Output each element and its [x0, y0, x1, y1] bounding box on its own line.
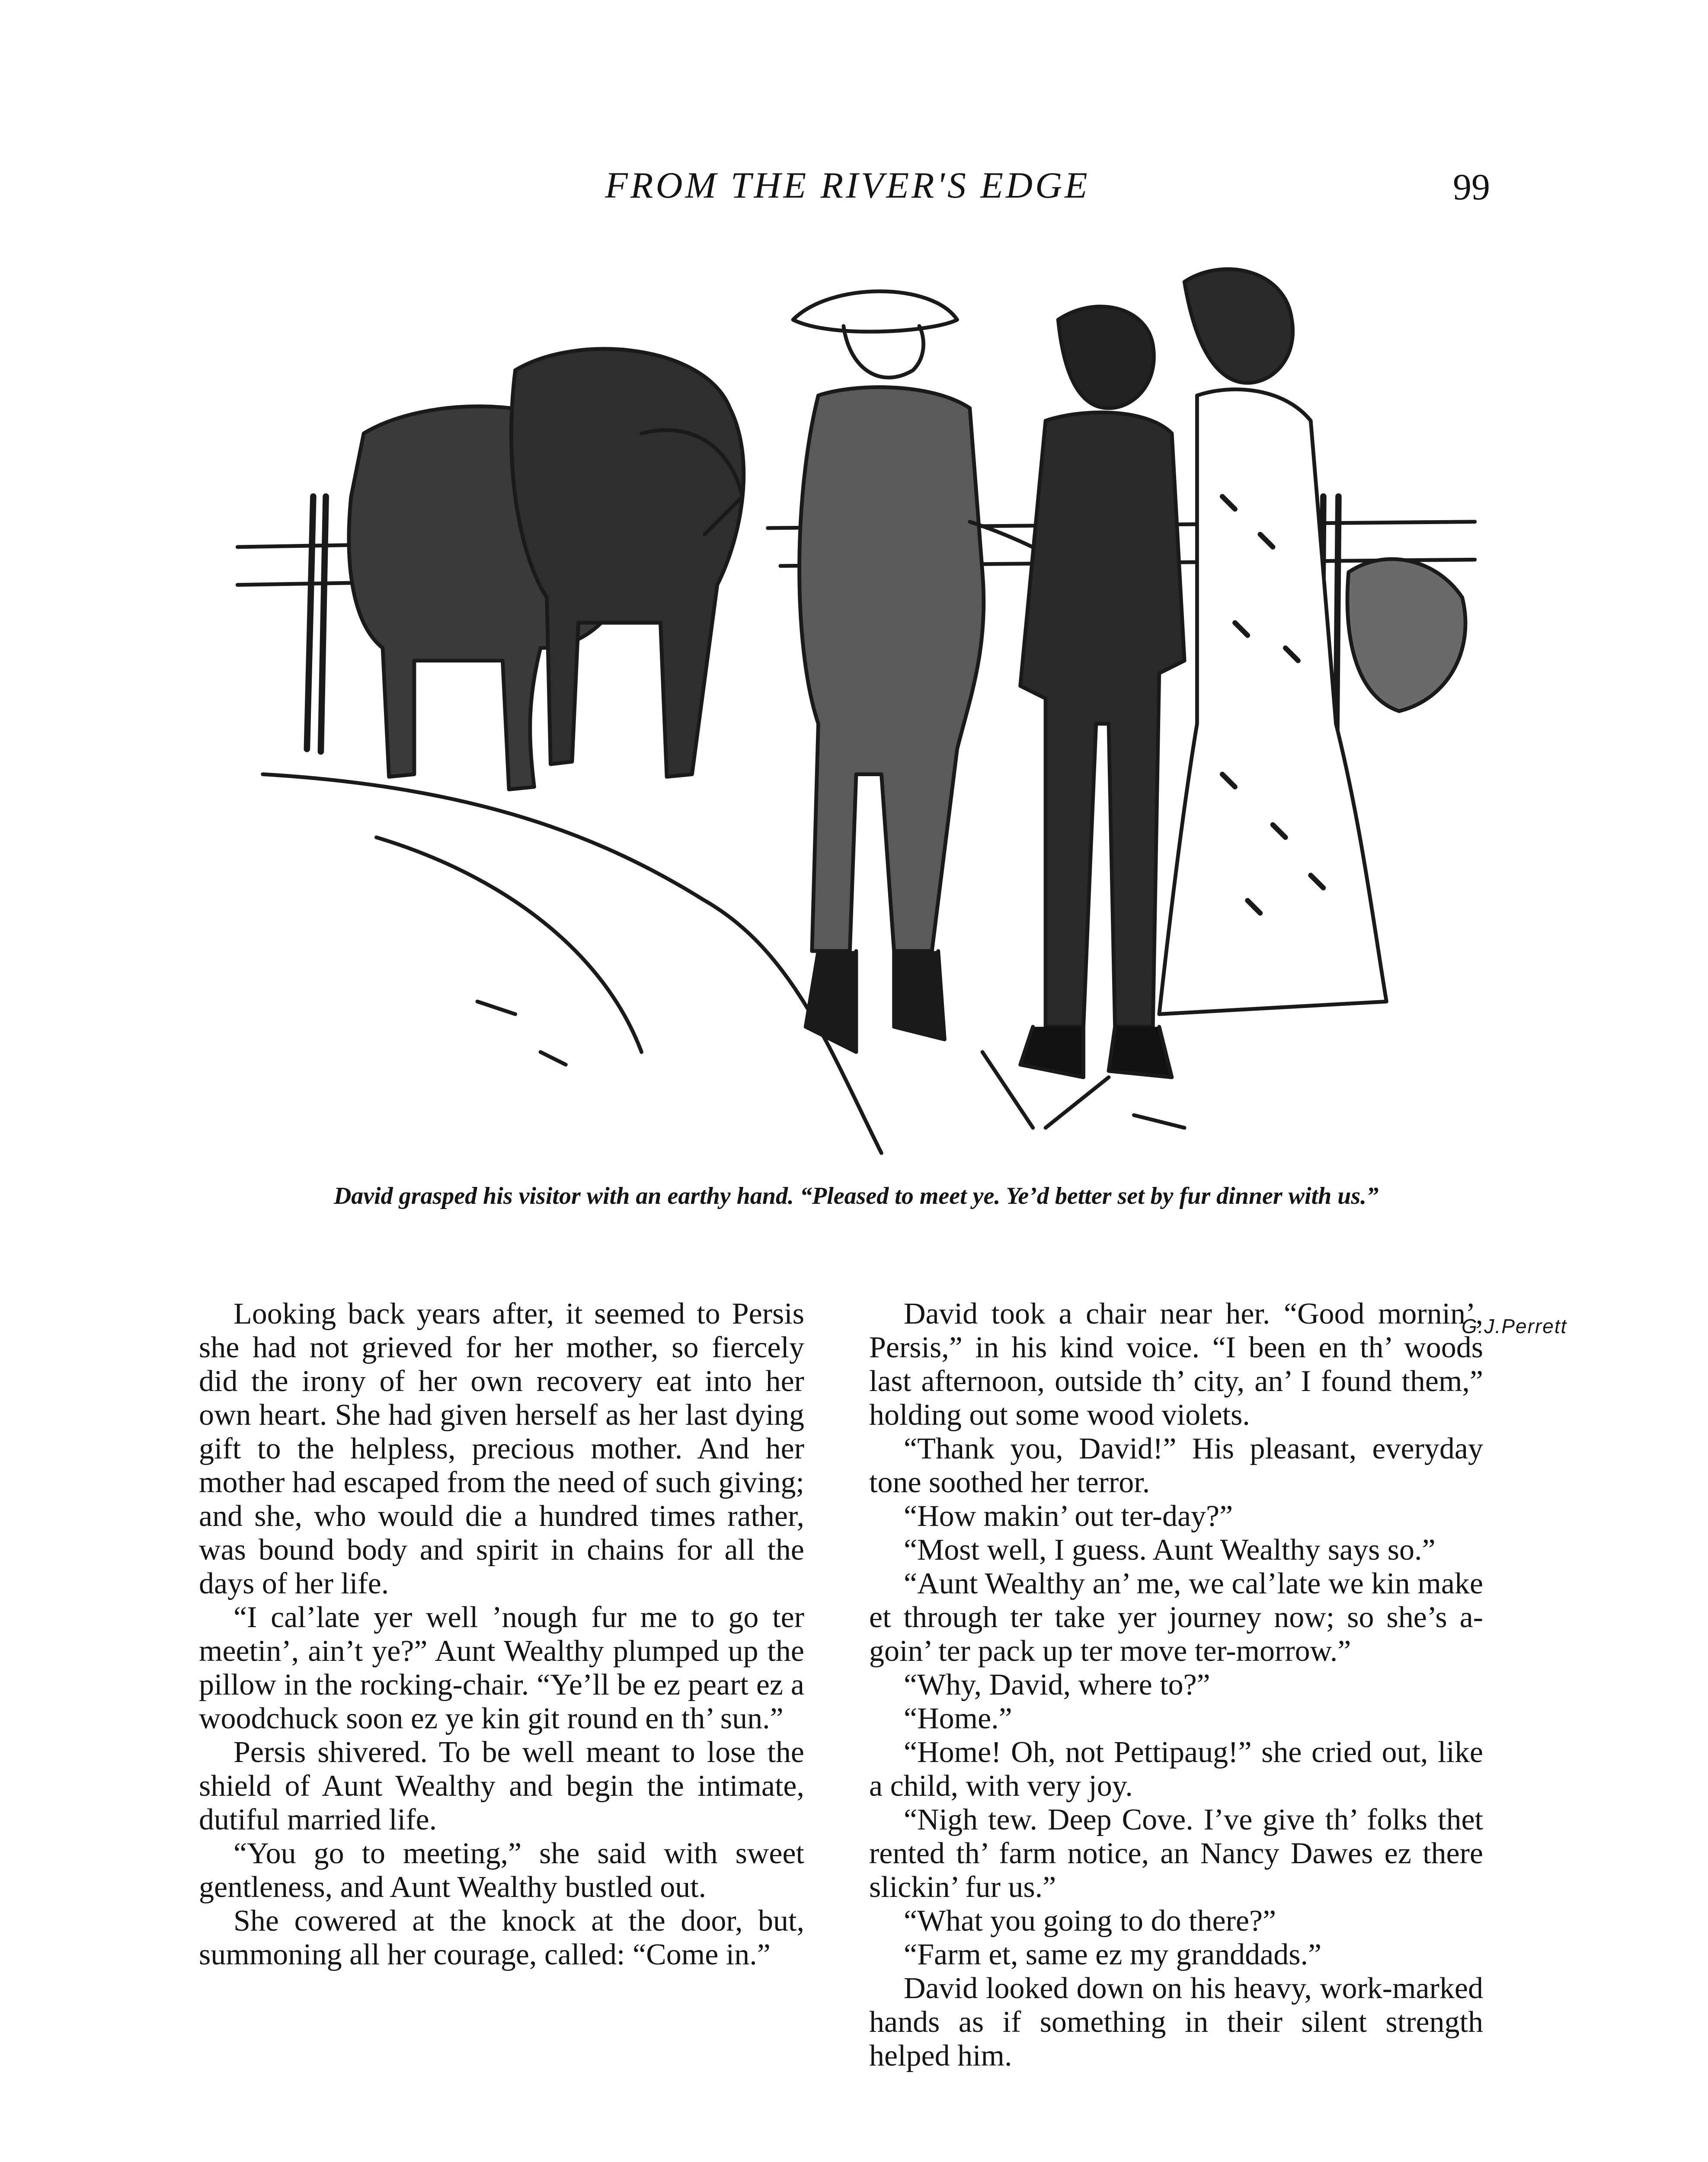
text-column-right	[869, 1297, 1483, 2073]
farmer-face	[844, 326, 924, 377]
paragraph: “Home.”	[904, 1702, 1012, 1735]
woman-hair	[1184, 269, 1292, 383]
farmer-boots	[806, 951, 944, 1052]
text-column-left	[199, 1297, 804, 1972]
page-number: 99	[1453, 166, 1490, 208]
young-man-shoes	[1020, 1027, 1172, 1078]
running-title: FROM THE RIVER'S EDGE	[605, 164, 1090, 206]
artist-signature: G.J.Perrett	[1462, 1315, 1567, 1337]
paragraph: Persis shivered. To be well meant to lose the shield of Aunt Wealthy and begin the intimate, dutiful married life.	[199, 1736, 804, 1836]
paragraph: “Nigh tew. Deep Cove. I’ve give th’ folks thet rented th’ farm notice, an Nancy Dawes ez there slickin’ fur us.”	[869, 1803, 1483, 1904]
young-man-head	[1058, 307, 1154, 408]
illustration-caption: David grasped his visitor with an earthy hand. “Pleased to meet ye. Ye’d better set by fur dinner with us.”	[333, 1183, 1379, 1209]
paragraph: David looked down on his heavy, work-marked hands as if something in their silent strength helped him.	[869, 1972, 1483, 2072]
paragraph: “What you going to do there?”	[904, 1904, 1276, 1938]
paragraph: “Thank you, David!” His pleasant, everyday tone soothed her terror.	[869, 1432, 1483, 1499]
paragraph: “Home! Oh, not Pettipaug!” she cried out, like a child, with very joy.	[869, 1736, 1483, 1803]
woman-dress	[1159, 390, 1387, 1014]
straw-hat	[793, 291, 957, 332]
path-lines	[263, 774, 882, 1153]
cow-two	[511, 349, 744, 777]
paragraph: “I cal’late yer well ’nough fur me to go ter meetin’, ain’t ye?” Aunt Wealthy plumped up the pillow in the rocking-chair. “Ye’ll be ez peart ez a woodchuck soon ez ye kin git round en th’ sun.”	[199, 1601, 804, 1735]
farmer-body	[800, 387, 984, 951]
paragraph: “Farm et, same ez my granddads.”	[904, 1938, 1322, 1971]
paragraph: David took a chair near her. “Good mornin’, Persis,” in his kind voice. “I been en th’ woods last afternoon, outside th’ city, an’ I found them,” holding out some wood violets.	[869, 1297, 1483, 1432]
bush	[1347, 559, 1465, 711]
paragraph: Looking back years after, it seemed to Persis she had not grieved for her mother, so fiercely did the irony of her own recovery eat into her own heart. She had given herself as her last dying gift to the helpless, precious mother. And her mother had escaped from the need of such giving; and she, who would die a hundred times rather, was bound body and spirit in chains for all the days of her life.	[199, 1297, 804, 1600]
paragraph: “How makin’ out ter-day?”	[904, 1500, 1233, 1533]
paragraph: “You go to meeting,” she said with sweet gentleness, and Aunt Wealthy bustled out.	[199, 1837, 804, 1904]
running-head	[0, 159, 1708, 211]
paragraph: “Aunt Wealthy an’ me, we cal’late we kin make et through ter take yer journey now; so she’s a-goin’ ter pack up ter move ter-morrow.”	[869, 1567, 1483, 1668]
pen-drawing-farm-scene	[225, 242, 1487, 1167]
paragraph: “Why, David, where to?”	[904, 1668, 1210, 1701]
paragraph: “Most well, I guess. Aunt Wealthy says so.”	[904, 1533, 1436, 1567]
paragraph: She cowered at the knock at the door, but, summoning all her courage, called: “Come in.”	[199, 1904, 804, 1971]
young-man-suit	[1020, 413, 1185, 1027]
